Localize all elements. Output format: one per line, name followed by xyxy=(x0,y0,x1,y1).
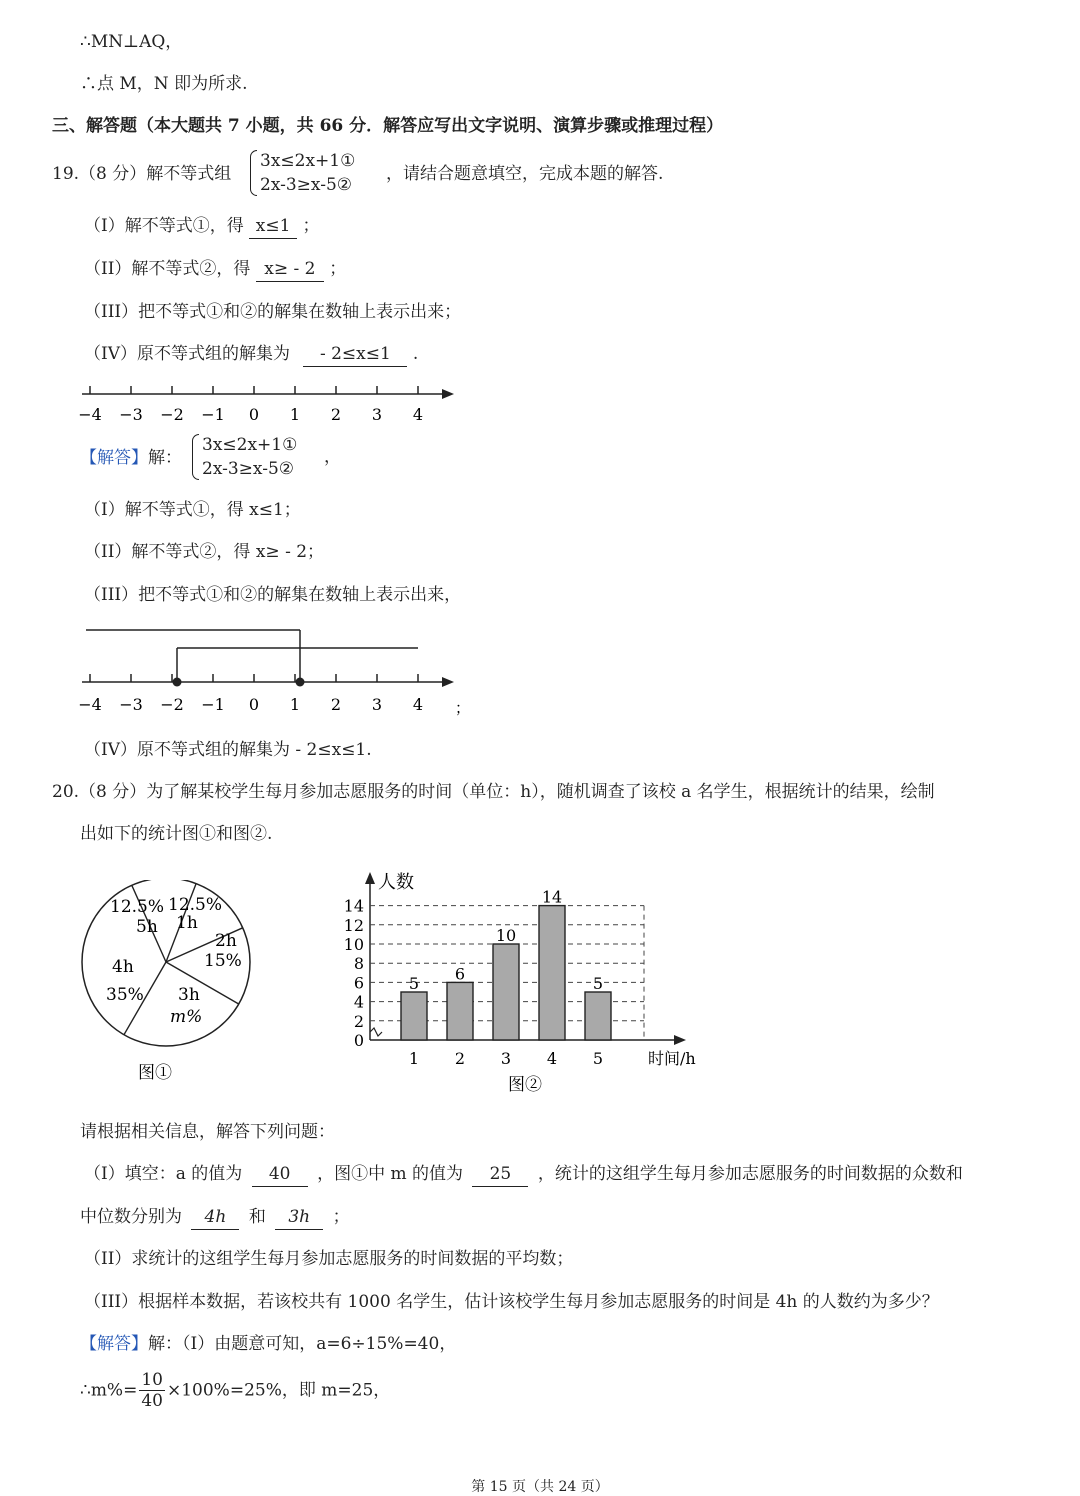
number-line-solution xyxy=(70,618,470,718)
q19-part1 xyxy=(84,214,320,239)
tick-label: −3 xyxy=(119,405,143,424)
bar-data-label: 6 xyxy=(454,964,466,984)
tick-label: 4 xyxy=(412,695,424,714)
section-title: 三、解答题（本大题共 7 小题，共 66 分．解答应写出文字说明、演算步骤或推理过程） xyxy=(52,116,724,136)
q20-part3: （III）根据样本数据，若该校共有 1000 名学生，估计该校学生每月参加志愿服务的时间是 4h 的人数约为多少？ xyxy=(84,1292,939,1312)
number-line-blank xyxy=(70,378,470,428)
axis-arrow xyxy=(442,677,454,687)
pie-2h-label: 2h xyxy=(215,931,237,951)
q20-answer xyxy=(80,1332,456,1356)
q19-part2-text: （II）解不等式②，得 xyxy=(84,259,251,279)
tick-label: 0 xyxy=(248,695,260,714)
y-tick-label: 6 xyxy=(353,973,364,993)
q20-part1-cont-c: 和 xyxy=(248,1207,266,1227)
q19-eq2: 2x-3≥x-5② xyxy=(260,175,352,195)
y-tick-label: 10 xyxy=(343,935,364,954)
pie-1h-label: 1h xyxy=(176,913,198,933)
a19-step3: （III）把不等式①和②的解集在数轴上表示出来， xyxy=(84,585,462,605)
q20-part1-a: （I）填空：a 的值为 xyxy=(84,1164,243,1184)
q20-part1-cont-a: 中位数分别为 xyxy=(80,1207,182,1227)
page-footer: 第 15 页（共 24 页） xyxy=(471,1479,609,1495)
a19-comma: ， xyxy=(324,447,341,467)
a19-inequality-system xyxy=(192,434,342,482)
a19-step2: （II）解不等式②，得 x≥ - 2； xyxy=(84,542,325,562)
q20-part1 xyxy=(84,1162,963,1187)
tick-label: 1 xyxy=(289,405,301,424)
pie-2h-pct: 15% xyxy=(204,951,242,971)
axis-arrow xyxy=(442,389,454,399)
fraction-numerator: 10 xyxy=(141,1370,163,1390)
q20-blank-m: 25 xyxy=(472,1162,528,1187)
y-tick-label: 2 xyxy=(353,1011,364,1031)
q19-prefix: 19.（8 分）解不等式组 xyxy=(52,164,232,184)
bars xyxy=(401,888,611,1068)
pie-5h-pct: 12.5% xyxy=(110,897,165,917)
q20-intro: 请根据相关信息，解答下列问题： xyxy=(80,1122,335,1142)
q20-part1-d: ，统计的这组学生每月参加志愿服务的时间数据的众数和 xyxy=(537,1164,963,1184)
q19-part4-end: . xyxy=(412,344,419,364)
q20-part2: （II）求统计的这组学生每月参加志愿服务的时间数据的平均数； xyxy=(84,1249,574,1269)
q19-part2 xyxy=(84,257,346,282)
pie-caption: 图① xyxy=(138,1063,172,1083)
y-tick-labels xyxy=(344,897,364,1050)
tick-label: 4 xyxy=(412,405,424,424)
bar-data-label: 5 xyxy=(592,974,604,993)
a19-jie: 解： xyxy=(148,448,182,468)
q19-part1-blank: x≤1 xyxy=(249,214,297,239)
tick-label: 3 xyxy=(371,405,383,424)
bar xyxy=(585,992,611,1040)
a19-eq2: 2x-3≥x-5② xyxy=(202,459,294,479)
tick-label: 1 xyxy=(289,695,301,714)
pie-3h-pct: m% xyxy=(170,1007,203,1027)
tick-label: −4 xyxy=(78,405,102,424)
y-tick-label: 4 xyxy=(353,992,364,1012)
y-tick-label: 12 xyxy=(343,915,364,935)
x-tick-label: 5 xyxy=(592,1049,604,1068)
bar-chart-caption: 图② xyxy=(508,1075,542,1094)
point-1 xyxy=(296,678,305,687)
y-tick-label: 14 xyxy=(343,896,364,916)
tick-label: −3 xyxy=(119,695,143,714)
q20-blank-median: 3h xyxy=(275,1205,323,1230)
q20-part1-cont xyxy=(80,1205,350,1230)
answer-tag: 【解答】 xyxy=(80,1334,148,1354)
x-axis-label: 时间/h xyxy=(648,1049,696,1068)
fraction xyxy=(139,1370,165,1411)
bar-data-label: 5 xyxy=(408,974,420,993)
q20-part1-cont-d: ； xyxy=(332,1207,350,1227)
q19-inequality-system xyxy=(250,150,390,198)
pie-1h-pct: 12.5% xyxy=(168,895,223,915)
point-neg2 xyxy=(173,678,182,687)
a19-eq1: 3x≤2x+1① xyxy=(202,435,298,455)
tick-label: −4 xyxy=(78,695,102,714)
q20-line1: 20.（8 分）为了解某校学生每月参加志愿服务的时间（单位：h），随机调查了该校 a 名学生，根据统计的结果，绘制 xyxy=(52,782,935,802)
proof-line-2: ∴点 M，N 即为所求. xyxy=(80,74,248,94)
q20-m-calc xyxy=(80,1370,390,1411)
q19-part4-text: （IV）原不等式组的解集为 xyxy=(84,344,290,364)
x-tick-label: 3 xyxy=(500,1049,512,1068)
q20-blank-mode: 4h xyxy=(191,1205,239,1230)
q19-part3: （III）把不等式①和②的解集在数轴上表示出来； xyxy=(84,302,462,322)
q19-part1-end: ； xyxy=(302,216,320,236)
brace xyxy=(192,434,199,480)
a19-head xyxy=(80,446,182,470)
m-calc-pre: ∴m%= xyxy=(80,1380,138,1401)
tick-group xyxy=(78,386,423,424)
tick-label: −1 xyxy=(201,695,225,714)
q19-part2-end: ； xyxy=(329,259,347,279)
proof-line-1: ∴MN⊥AQ， xyxy=(80,32,183,52)
q19-part1-text: （I）解不等式①，得 xyxy=(84,216,244,236)
q20-part1-c: ，图①中 m 的值为 xyxy=(317,1164,464,1184)
bar-data-label: 14 xyxy=(541,887,563,907)
bar xyxy=(493,944,519,1040)
y-tick-label: 0 xyxy=(353,1031,364,1050)
tick-label: 2 xyxy=(330,405,342,424)
pie-3h-label: 3h xyxy=(178,985,200,1005)
q20-blank-a: 40 xyxy=(252,1162,308,1187)
bar xyxy=(447,982,473,1040)
q20-answer-text: 解：（I）由题意可知，a=6÷15%=40， xyxy=(148,1334,457,1354)
y-axis-label: 人数 xyxy=(378,872,414,893)
pie-chart xyxy=(72,880,272,1090)
y-tick-label: 8 xyxy=(353,954,364,974)
number-line-tail: ； xyxy=(455,699,470,717)
x-tick-label: 2 xyxy=(454,1049,466,1068)
bar-data-label: 10 xyxy=(495,926,517,945)
tick-label: −1 xyxy=(201,405,225,424)
tick-label: −2 xyxy=(160,695,184,714)
fraction-denominator: 40 xyxy=(141,1391,163,1411)
q19-part4-blank: - 2≤x≤1 xyxy=(303,342,407,367)
tick-label: −2 xyxy=(160,405,184,424)
bar-chart xyxy=(330,864,730,1094)
axis-break xyxy=(370,1028,382,1036)
y-axis-arrow xyxy=(365,872,375,884)
q19-part4 xyxy=(84,342,418,367)
q20-line2: 出如下的统计图①和图②. xyxy=(80,824,273,844)
m-calc-post: ×100%=25%，即 m=25， xyxy=(166,1380,391,1401)
tick-label: 0 xyxy=(248,405,260,424)
bar xyxy=(539,906,565,1040)
a19-step1: （I）解不等式①，得 x≤1； xyxy=(84,500,301,520)
tick-label: 2 xyxy=(330,695,342,714)
x-axis-arrow xyxy=(674,1035,686,1045)
x-tick-label: 4 xyxy=(546,1049,558,1068)
q19-part2-blank: x≥ - 2 xyxy=(256,257,324,282)
x-tick-label: 1 xyxy=(408,1049,420,1068)
q19-suffix: ，请结合题意填空，完成本题的解答. xyxy=(386,164,664,184)
bar xyxy=(401,992,427,1040)
tick-label: 3 xyxy=(371,695,383,714)
tick-group xyxy=(78,674,423,714)
answer-tag: 【解答】 xyxy=(80,448,148,468)
q19-eq1: 3x≤2x+1① xyxy=(260,151,356,171)
brace xyxy=(250,150,257,196)
a19-step4: （IV）原不等式组的解集为 - 2≤x≤1. xyxy=(84,740,372,760)
pie-5h-label: 5h xyxy=(136,917,158,937)
pie-4h-pct: 35% xyxy=(106,985,144,1005)
pie-4h-label: 4h xyxy=(112,957,134,977)
